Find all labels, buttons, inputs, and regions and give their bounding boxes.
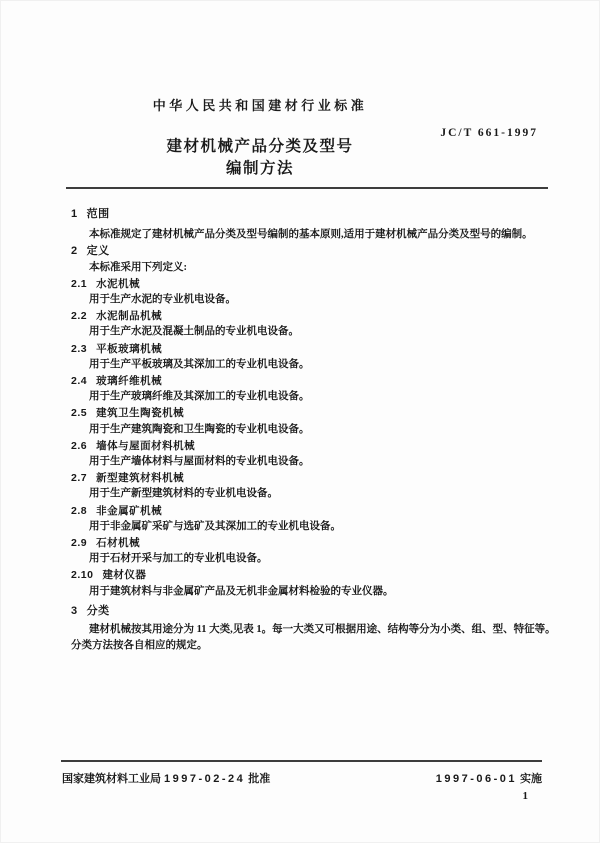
section-body: 用于生产水泥的专业机电设备。 — [89, 294, 236, 306]
section — [71, 308, 561, 340]
document-title-line2: 编制方法 — [225, 160, 294, 177]
section-body: 用于生产建筑陶瓷和卫生陶瓷的专业机电设备。 — [89, 423, 310, 435]
section-number: 2.3 — [71, 342, 88, 355]
implementation-statement — [433, 770, 542, 786]
document-body — [71, 206, 561, 654]
section-heading — [71, 243, 561, 259]
section-body: 用于非金属矿采矿与选矿及其深加工的专业机电设备。 — [89, 520, 341, 532]
footer-rule — [61, 760, 542, 762]
section-heading — [71, 206, 561, 222]
section — [71, 276, 561, 308]
section-body: 用于建筑材料与非金属矿产品及无机非金属材料检验的专业仪器。 — [89, 585, 394, 597]
section-title: 水泥制品机械 — [96, 310, 163, 323]
section — [71, 405, 561, 437]
section-title: 建筑卫生陶瓷机械 — [96, 407, 185, 420]
header-rule — [66, 187, 548, 189]
section-body: 用于石材开采与加工的专业机电设备。 — [89, 553, 268, 565]
section-title: 新型建筑材料机械 — [96, 472, 185, 485]
section — [71, 341, 561, 373]
standard-type-heading: 中华人民共和国建材行业标准 — [152, 98, 368, 113]
approve-org: 国家建筑材料工业局 — [62, 773, 161, 785]
section-title: 墙体与屋面材料机械 — [96, 439, 196, 452]
section — [71, 470, 561, 502]
section-title: 建材仪器 — [102, 569, 147, 582]
section-body: 用于生产玻璃纤维及其深加工的专业机电设备。 — [89, 391, 310, 403]
section-heading — [71, 276, 561, 292]
section-number: 2 — [71, 245, 78, 258]
section-heading — [71, 438, 561, 454]
standard-code: JC/T 661-1997 — [440, 127, 538, 139]
section-heading — [71, 535, 561, 551]
section-number: 2.4 — [71, 375, 88, 388]
section-heading — [71, 603, 561, 619]
section-heading — [71, 373, 561, 389]
section-body: 用于生产水泥及混凝土制品的专业机电设备。 — [89, 326, 299, 338]
section — [71, 535, 561, 567]
implement-date: 1997-06-01 — [435, 773, 517, 785]
approval-statement — [62, 770, 270, 786]
section-heading — [71, 405, 561, 421]
section-body: 本标准采用下列定义: — [89, 261, 187, 273]
section-body: 本标准规定了建材机械产品分类及型号编制的基本原则,适用于建材机械产品分类及型号的编制。 — [89, 229, 533, 241]
section-title: 分类 — [86, 604, 110, 617]
section-number: 2.1 — [71, 277, 88, 290]
section-heading — [71, 503, 561, 519]
section-number: 2.7 — [71, 472, 88, 485]
section — [71, 373, 561, 405]
section-number: 2.2 — [71, 310, 88, 323]
section — [71, 206, 561, 243]
section-number: 3 — [71, 604, 78, 617]
section-number: 2.10 — [71, 569, 94, 582]
section-title: 石材机械 — [96, 537, 141, 550]
section-title: 玻璃纤维机械 — [96, 375, 163, 388]
section — [71, 603, 561, 655]
section-heading — [71, 567, 561, 583]
document-title-line1: 建材机械产品分类及型号 — [166, 138, 354, 155]
section-number: 1 — [71, 208, 78, 220]
section-heading — [71, 470, 561, 486]
approve-date: 1997-02-24 — [164, 773, 246, 785]
section-title: 定义 — [86, 245, 110, 258]
section-title: 非金属矿机械 — [96, 504, 163, 517]
section-body: 建材机械按其用途分为 11 大类,见表 1。每一大类又可根据用途、结构等分为小类、组、型、特征等。分类方法按各自相应的规定。 — [71, 624, 556, 652]
section-number: 2.9 — [71, 537, 88, 550]
section-body: 用于生产平板玻璃及其深加工的专业机电设备。 — [89, 358, 310, 370]
section-number: 2.5 — [71, 407, 88, 420]
section-body: 用于生产新型建筑材料的专业机电设备。 — [89, 488, 278, 500]
section-heading — [71, 308, 561, 324]
section-body: 用于生产墙体材料与屋面材料的专业机电设备。 — [89, 456, 310, 468]
section — [71, 438, 561, 470]
section — [71, 503, 561, 535]
section-title: 范围 — [86, 208, 110, 220]
implement-label: 实施 — [520, 773, 542, 785]
page-number: 1 — [522, 790, 528, 802]
section — [71, 243, 561, 275]
section-number: 2.8 — [71, 504, 88, 517]
approve-label: 批准 — [248, 773, 271, 785]
section-number: 2.6 — [71, 439, 88, 452]
section-heading — [71, 341, 561, 357]
section-title: 平板玻璃机械 — [96, 342, 163, 355]
section-title: 水泥机械 — [96, 277, 141, 290]
section — [71, 567, 561, 599]
